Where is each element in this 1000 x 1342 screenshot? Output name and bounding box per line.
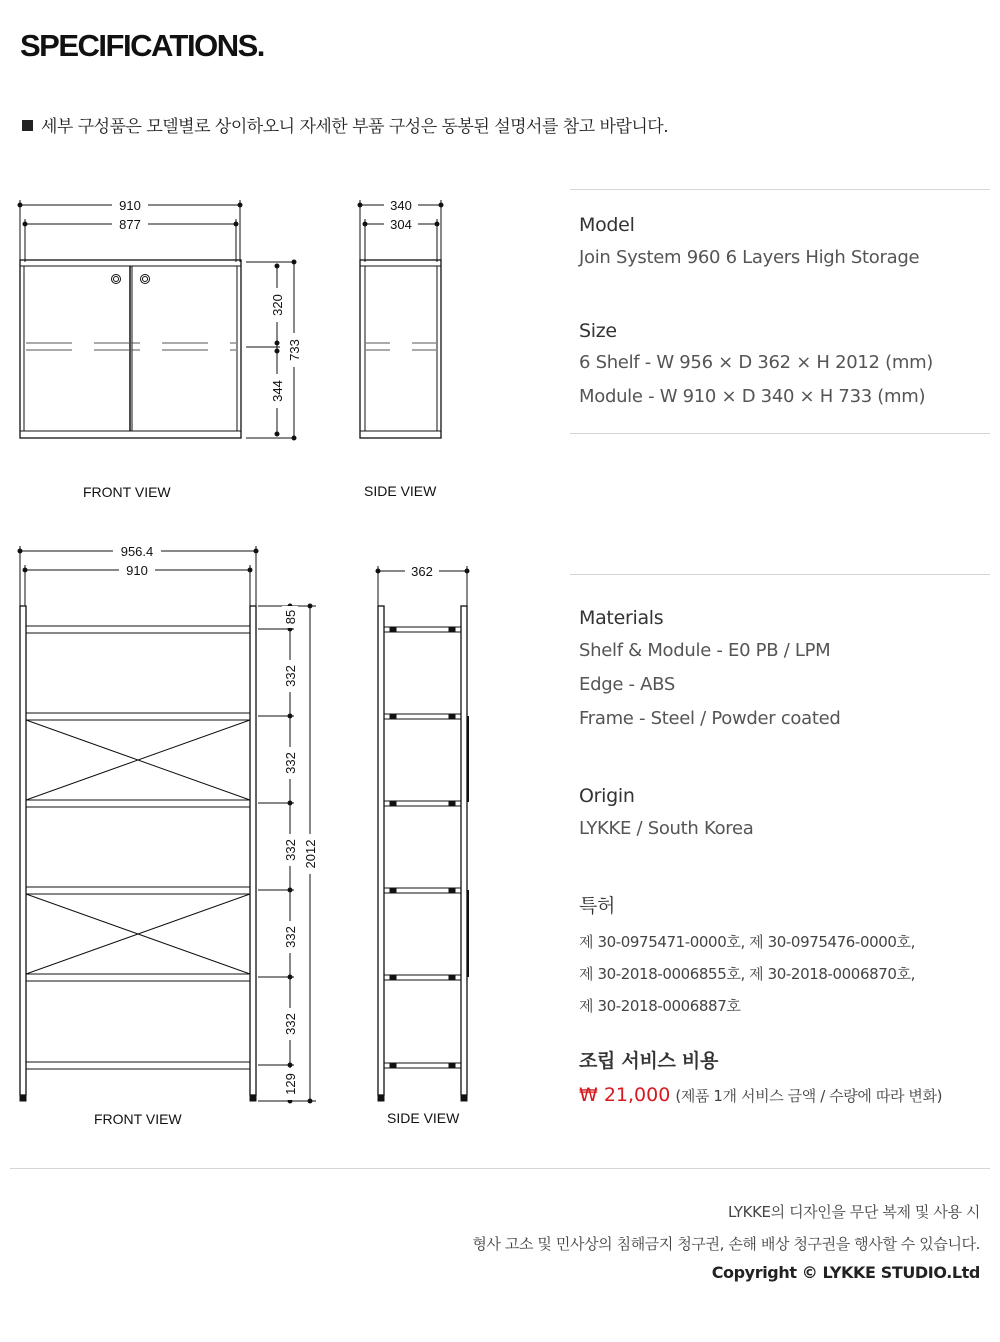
- spec-label: Model: [579, 214, 635, 236]
- spec-value: 제 30-2018-0006855호, 제 30-2018-0006870호,: [579, 965, 915, 983]
- spec-label: 특허: [579, 895, 616, 917]
- dim-module-depth-outer: 340: [390, 198, 412, 213]
- dim-module-total-height: 733: [287, 339, 302, 361]
- caption-module-front: FRONT VIEW: [83, 484, 171, 500]
- copyright: Copyright © LYKKE STUDIO.Ltd: [711, 1263, 980, 1282]
- spec-label: Materials: [579, 607, 664, 629]
- spec-label: Size: [579, 320, 617, 342]
- spec-size: [579, 320, 933, 407]
- spec-value: 제 30-2018-0006887호: [579, 997, 741, 1015]
- dim-shelf-gap-3: 332: [283, 839, 298, 861]
- spec-value: Shelf & Module - E0 PB / LPM: [579, 640, 831, 661]
- dim-shelf-gap-2: 332: [283, 752, 298, 774]
- spec-value: LYKKE / South Korea: [579, 818, 754, 839]
- shelf-side-view: [376, 566, 469, 1101]
- spec-value: Module - W 910 × D 340 × H 733 (mm): [579, 386, 926, 407]
- notice-text: 세부 구성품은 모델별로 상이하오니 자세한 부품 구성은 동봉된 설명서를 참고 바랍니다.: [41, 117, 669, 137]
- divider: [570, 574, 990, 575]
- caption-shelf-side: SIDE VIEW: [387, 1110, 460, 1126]
- dim-module-width-inner: 877: [119, 217, 141, 232]
- dim-module-lower-height: 344: [270, 380, 285, 402]
- footer-line-1: LYKKE의 디자인을 무단 복제 및 사용 시: [727, 1203, 980, 1221]
- dim-shelf-gap-5: 332: [283, 1013, 298, 1035]
- spec-label: 조립 서비스 비용: [579, 1050, 719, 1072]
- technical-drawings: [0, 0, 560, 1140]
- dim-shelf-width-inner: 910: [126, 563, 148, 578]
- dim-shelf-top: 85: [283, 609, 298, 625]
- spec-value: Join System 960 6 Layers High Storage: [579, 247, 920, 268]
- footer-divider: [10, 1168, 990, 1169]
- dim-module-depth-inner: 304: [390, 217, 412, 232]
- caption-shelf-front: FRONT VIEW: [94, 1111, 182, 1127]
- spec-patent: [579, 891, 915, 1016]
- spec-value: 6 Shelf - W 956 × D 362 × H 2012 (mm): [579, 352, 934, 373]
- spec-model: [579, 214, 919, 268]
- spec-origin: [579, 785, 754, 839]
- spec-value: Frame - Steel / Powder coated: [579, 708, 841, 729]
- dim-shelf-gap-4: 332: [283, 926, 298, 948]
- caption-module-side: SIDE VIEW: [364, 483, 437, 499]
- dim-shelf-total-height: 2012: [303, 839, 318, 869]
- divider: [570, 189, 990, 190]
- dim-shelf-depth: 362: [411, 564, 433, 579]
- assembly-note: (제품 1개 서비스 금액 / 수량에 따라 변화): [675, 1087, 943, 1105]
- spec-label: Origin: [579, 785, 635, 807]
- dim-shelf-gap-1: 332: [283, 665, 298, 687]
- dim-shelf-bottom: 129: [283, 1073, 298, 1095]
- assembly-price: ₩ 21,000: [579, 1084, 671, 1106]
- spec-assembly: [579, 1046, 942, 1106]
- spec-value: Edge - ABS: [579, 674, 676, 695]
- shelf-front-view: [18, 546, 316, 1103]
- spec-materials: [579, 607, 841, 729]
- module-front-view: [18, 200, 296, 440]
- spec-value: 제 30-0975471-0000호, 제 30-0975476-0000호,: [579, 933, 915, 951]
- dim-shelf-width-outer: 956.4: [120, 544, 154, 559]
- module-side-view: [358, 200, 443, 438]
- divider: [570, 433, 990, 434]
- dim-module-width-outer: 910: [119, 198, 141, 213]
- dim-module-upper-height: 320: [270, 294, 285, 316]
- page-title: SPECIFICATIONS.: [20, 28, 264, 63]
- footer-line-2: 형사 고소 및 민사상의 침해금지 청구권, 손해 배상 청구권을 행사할 수 있습니다.: [472, 1235, 980, 1253]
